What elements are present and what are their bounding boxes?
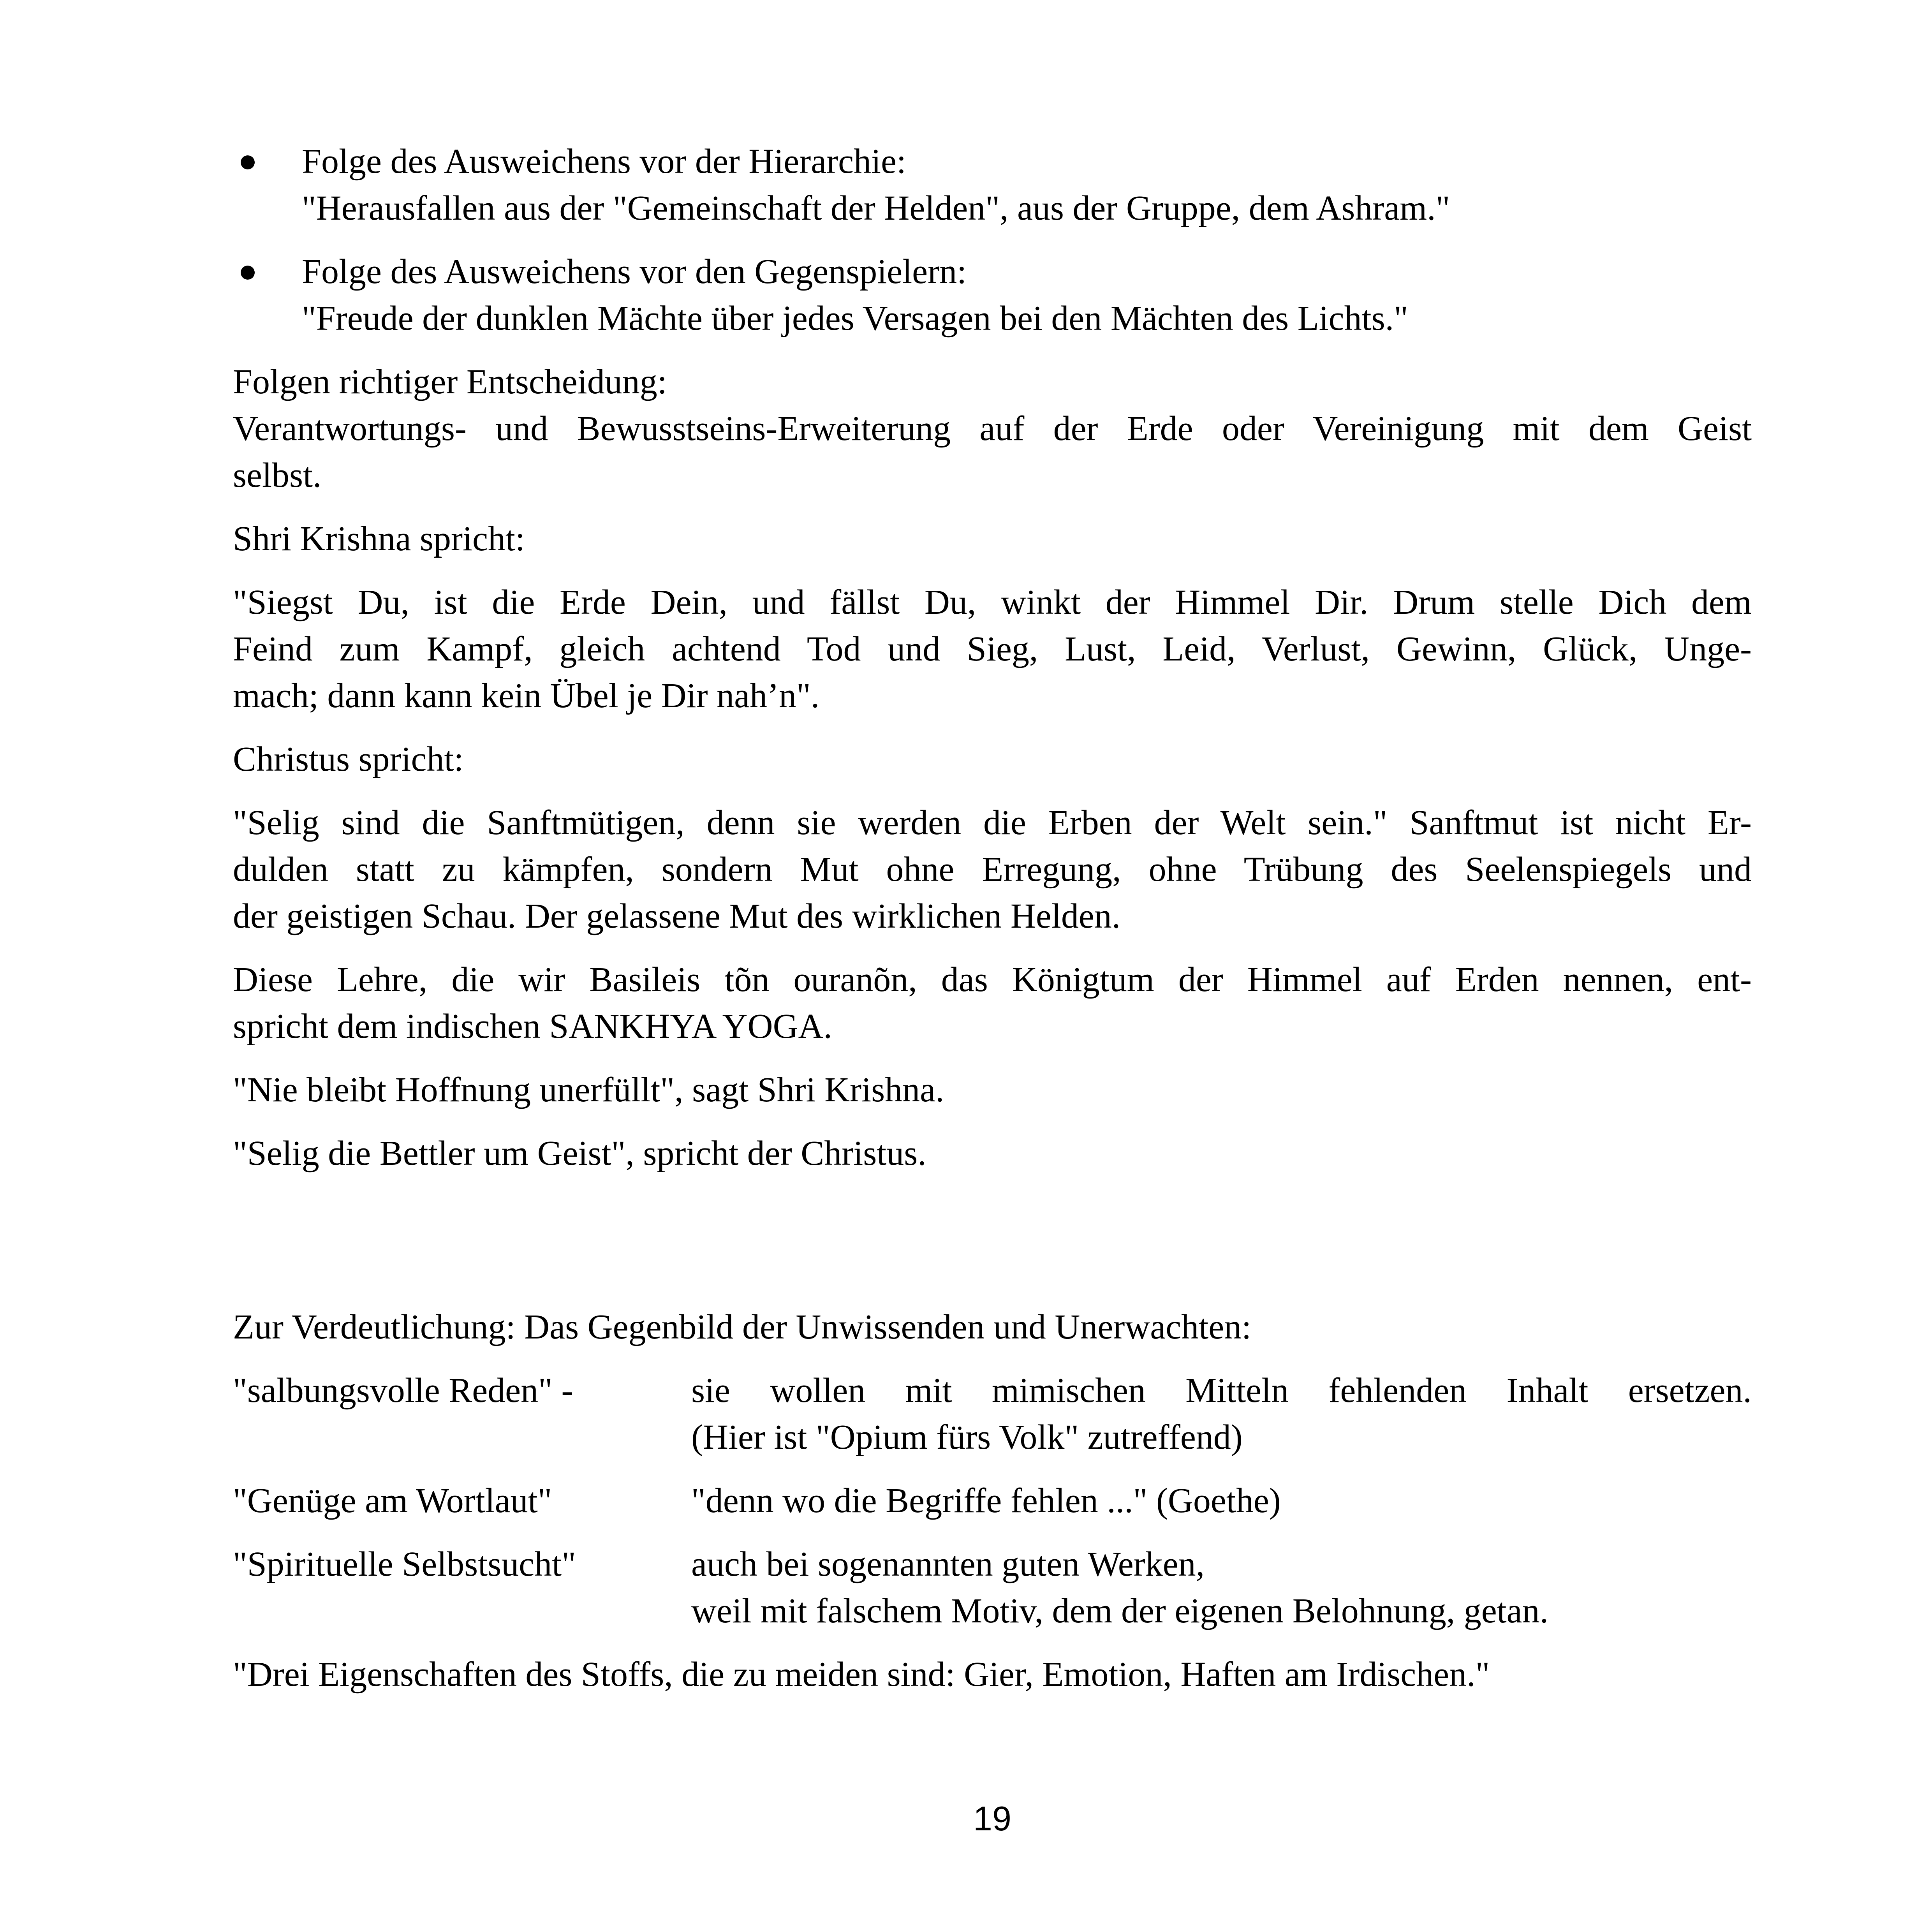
- definition-text: [691, 1541, 1752, 1634]
- definition-row: [233, 1367, 1752, 1461]
- text-line: Feind zum Kampf, gleich achtend Tod und Sieg, Lust, Leid, Verlust, Gewinn, Glück, Unge-: [233, 630, 1752, 668]
- text-line: Diese Lehre, die wir Basileis tõn ouranõn, das Königtum der Himmel auf Erden nennen, ent-: [233, 960, 1752, 999]
- bullet-dot-icon: [241, 155, 255, 169]
- text-line: Shri Krishna spricht:: [233, 520, 525, 558]
- paragraph: [233, 1067, 1752, 1113]
- text-line: Christus spricht:: [233, 740, 464, 778]
- text-line: Verantwortungs- und Bewusstseins-Erweiterung auf der Erde oder Vereinigung mit dem Geist: [233, 409, 1752, 448]
- text-line: weil mit falschem Motiv, dem der eigenen Belohnung, getan.: [691, 1592, 1549, 1630]
- definition-term: "Genüge am Wortlaut": [233, 1481, 552, 1520]
- bullet-item: [233, 248, 1752, 342]
- text-line: der geistigen Schau. Der gelassene Mut des wirklichen Helden.: [233, 897, 1121, 935]
- page-number: 19: [973, 1799, 1011, 1838]
- paragraph: [233, 359, 1752, 499]
- bullet-item: [233, 138, 1752, 232]
- bullet-dot-icon: [241, 266, 255, 280]
- paragraph: [233, 579, 1752, 719]
- paragraph: [233, 1304, 1752, 1351]
- text-line: (Hier ist "Opium fürs Volk" zutreffend): [691, 1418, 1243, 1456]
- definition-text: [691, 1367, 1752, 1461]
- text-line: "Freude der dunklen Mächte über jedes Versagen bei den Mächten des Lichts.": [302, 299, 1408, 338]
- text-line: Zur Verdeutlichung: Das Gegenbild der Unwissenden und Unerwachten:: [233, 1308, 1252, 1346]
- paragraph: [233, 1651, 1752, 1698]
- text-line: dulden statt zu kämpfen, sondern Mut ohne Erregung, ohne Trübung des Seelenspiegels und: [233, 850, 1752, 889]
- text-line: auch bei sogenannten guten Werken,: [691, 1545, 1205, 1583]
- text-line: Folge des Ausweichens vor der Hierarchie:: [302, 142, 907, 181]
- text-line: "Selig sind die Sanftmütigen, denn sie werden die Erben der Welt sein." Sanftmut ist nicht Er-: [233, 803, 1752, 842]
- text-line: sie wollen mit mimischen Mitteln fehlenden Inhalt ersetzen.: [691, 1371, 1752, 1410]
- paragraph: [233, 1130, 1752, 1177]
- paragraph: [233, 516, 1752, 562]
- paragraph: [233, 956, 1752, 1050]
- text-line: "Drei Eigenschaften des Stoffs, die zu meiden sind: Gier, Emotion, Haften am Irdischen.": [233, 1655, 1490, 1694]
- definition-row: [233, 1541, 1752, 1634]
- text-line: mach; dann kann kein Übel je Dir nah’n".: [233, 676, 820, 715]
- paragraph: [233, 800, 1752, 940]
- definition-term: "Spirituelle Selbstsucht": [233, 1545, 576, 1583]
- paragraph: [233, 736, 1752, 783]
- definition-text: [691, 1478, 1752, 1524]
- text-line: spricht dem indischen SANKHYA YOGA.: [233, 1007, 833, 1046]
- text-line: "Nie bleibt Hoffnung unerfüllt", sagt Shri Krishna.: [233, 1071, 944, 1109]
- definition-row: [233, 1478, 1752, 1524]
- text-line: Folge des Ausweichens vor den Gegenspielern:: [302, 252, 967, 291]
- text-line: "denn wo die Begriffe fehlen ..." (Goethe): [691, 1481, 1281, 1520]
- text-line: selbst.: [233, 456, 322, 495]
- text-line: "Selig die Bettler um Geist", spricht der Christus.: [233, 1134, 926, 1173]
- text-line: "Herausfallen aus der "Gemeinschaft der Helden", aus der Gruppe, dem Ashram.": [302, 189, 1450, 227]
- text-line: Folgen richtiger Entscheidung:: [233, 363, 667, 401]
- text-line: "Siegst Du, ist die Erde Dein, und fällst Du, winkt der Himmel Dir. Drum stelle Dich dem: [233, 583, 1752, 622]
- document-body: [233, 138, 1752, 1698]
- definition-term: "salbungsvolle Reden" -: [233, 1371, 573, 1410]
